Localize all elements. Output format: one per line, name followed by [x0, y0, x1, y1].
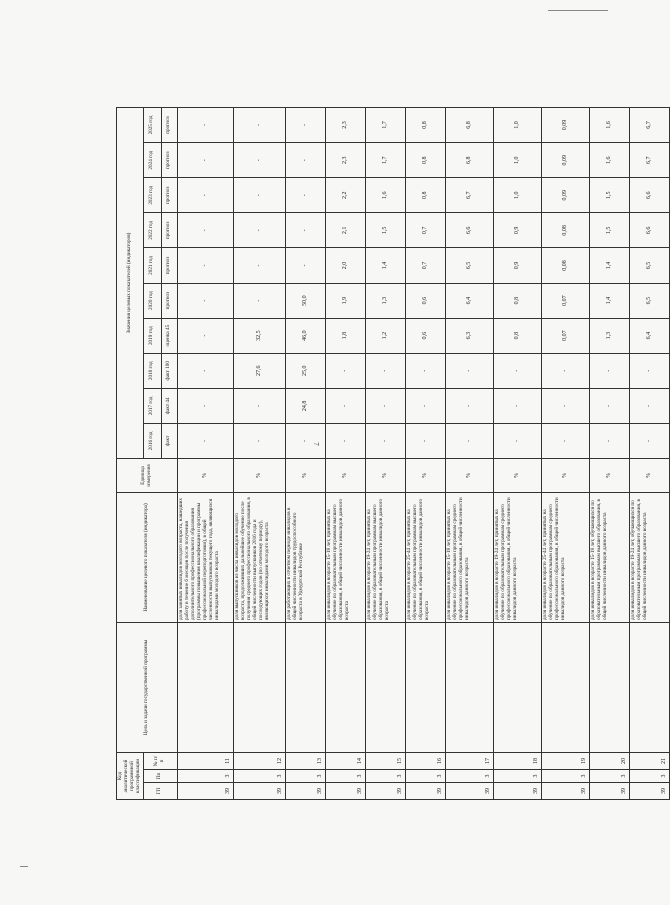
row-unit: % [541, 458, 589, 492]
row-value: 1,5 [589, 213, 629, 248]
row-gp: 39 [541, 783, 589, 800]
row-value: - [445, 423, 493, 458]
row-indicator-name: доля инвалидов в возрасте 25-44 лет, принятых на обучение по образовательным программам высшего образования, в общей численности инвалидов данного возраста [405, 492, 445, 622]
row-unit: % [325, 458, 365, 492]
row-value: 0,8 [405, 178, 445, 213]
header-sub: прогноз [161, 248, 177, 283]
row-unit: % [285, 458, 325, 492]
header-code-group: Код аналитической программной классификации [117, 752, 144, 799]
row-value: 0,9 [493, 213, 541, 248]
row-indicator-name: доля инвалидов в возрасте 19-24 лет, принятых на обучение по образовательным программам среднего профессионального образования, в общей численности инвалидов данного возраста [493, 492, 541, 622]
row-value: 1,0 [493, 107, 541, 142]
table-row [365, 107, 405, 799]
row-gp: 39 [405, 783, 445, 800]
table-row [541, 107, 589, 799]
row-indicator-name: доля выпускников из числа инвалидов молодого возраста, продолживших дальнейшее обучение после получения среднего профессионального образования, в общей численности выпускников 2016 года и последующих годов (по отчетному периоду), являющихся инвалидами молодого возраста [233, 492, 285, 622]
row-value: 0,8 [405, 107, 445, 142]
row-unit: % [177, 458, 233, 492]
row-value: - [325, 423, 365, 458]
header-pp: Пп [143, 770, 177, 783]
row-value: - [629, 353, 669, 388]
row-value: 0,8 [493, 283, 541, 318]
row-value: 6,5 [445, 248, 493, 283]
row-value: - [285, 107, 325, 142]
row-value: - [233, 388, 285, 423]
row-value: - [177, 423, 233, 458]
row-value: 6,4 [445, 283, 493, 318]
row-value: 0,6 [405, 283, 445, 318]
row-gp: 39 [629, 783, 669, 800]
row-value: - [233, 143, 285, 178]
row-indicator-name: доля работающих в отчетном периоде инвалидов в общей численности инвалидов трудоспособного возраста в Удмуртской Республике [285, 492, 325, 622]
row-goal [541, 622, 589, 752]
row-value: - [589, 423, 629, 458]
row-value: 6,7 [629, 143, 669, 178]
header-sub: оценка 45 [161, 318, 177, 353]
row-unit: % [629, 458, 669, 492]
row-goal [445, 622, 493, 752]
row-pp: 3 [445, 770, 493, 783]
row-value: - [233, 178, 285, 213]
row-num: 14 [325, 752, 365, 769]
row-num: 13 [285, 752, 325, 769]
row-gp: 39 [285, 783, 325, 800]
row-value: 1,8 [325, 318, 365, 353]
header-year: 2020 год [143, 283, 161, 318]
row-value: - [177, 353, 233, 388]
row-value: - [405, 353, 445, 388]
row-value: 6,5 [629, 248, 669, 283]
row-indicator-name: доля инвалидов в возрасте 19-24 лет, обучающихся по образовательным программам высшего образования, в общей численности инвалидов данного возраста [629, 492, 669, 622]
row-indicator-name: доля инвалидов в возрасте 15-18 лет, принятых на обучение по образовательным программам среднего профессионального образования, в общей численности инвалидов данного возраста [445, 492, 493, 622]
row-num: 21 [629, 752, 669, 769]
row-value: 1,6 [589, 143, 629, 178]
row-value: 0,8 [405, 143, 445, 178]
row-value: - [177, 178, 233, 213]
row-goal [325, 622, 365, 752]
row-value: 6,5 [629, 283, 669, 318]
row-value: - [177, 107, 233, 142]
rotated-table-wrapper [116, 108, 667, 800]
row-value: - [405, 423, 445, 458]
row-value: - [589, 388, 629, 423]
row-value: - [365, 388, 405, 423]
row-indicator-name: доля инвалидов в возрасте 15-18 лет, принятых на обучение по образовательным программам высшего образования, в общей численности инвалидов данного возраста [325, 492, 365, 622]
row-value: - [177, 388, 233, 423]
row-value: 0,09 [541, 143, 589, 178]
row-value: - [285, 143, 325, 178]
table-row [493, 107, 541, 799]
row-value: 1,4 [589, 248, 629, 283]
row-value: - [325, 353, 365, 388]
row-value: 1,4 [589, 283, 629, 318]
row-goal [177, 622, 233, 752]
row-value: 6,3 [445, 318, 493, 353]
table-row [629, 107, 669, 799]
header-sub: прогноз [161, 107, 177, 142]
row-value: 6,6 [629, 178, 669, 213]
row-value: 6,6 [629, 213, 669, 248]
row-num: 18 [493, 752, 541, 769]
row-indicator-name: доля инвалидов в возрасте 15-18 лет, обучающихся по образовательным программам высшего образования, в общей численности инвалидов данного возраста [589, 492, 629, 622]
header-year: 2023 год [143, 178, 161, 213]
row-goal [493, 622, 541, 752]
row-value: 1,4 [365, 248, 405, 283]
row-gp: 39 [325, 783, 365, 800]
row-value: - [233, 213, 285, 248]
row-value: - [285, 248, 325, 283]
header-indicator: Наименование целевого показателя (индикатора) [117, 492, 178, 622]
header-year: 2025 год [143, 107, 161, 142]
row-value: - [493, 423, 541, 458]
header-goal: Цель и задачи государственной программы [117, 622, 178, 752]
header-sub: прогноз [161, 213, 177, 248]
row-value: - [405, 388, 445, 423]
row-value: 0,09 [541, 107, 589, 142]
header-sub: факт 100 [161, 353, 177, 388]
row-value: 6,8 [445, 107, 493, 142]
header-sub: прогноз [161, 283, 177, 318]
row-value: 0,7 [405, 213, 445, 248]
row-pp: 3 [589, 770, 629, 783]
row-pp: 3 [285, 770, 325, 783]
row-gp: 39 [177, 783, 233, 800]
row-value: - [233, 283, 285, 318]
row-value: 6,8 [445, 143, 493, 178]
table-body [177, 107, 669, 799]
row-value: 6,7 [629, 107, 669, 142]
row-value: 27,6 [233, 353, 285, 388]
row-value: 1,3 [365, 283, 405, 318]
row-pp: 3 [493, 770, 541, 783]
row-value: - [177, 213, 233, 248]
row-value: - [541, 388, 589, 423]
row-value: 1,0 [493, 178, 541, 213]
row-value: - [629, 388, 669, 423]
row-pp: 3 [629, 770, 669, 783]
row-value: 1,6 [365, 178, 405, 213]
row-value: - [541, 423, 589, 458]
header-year: 2016 год [143, 423, 161, 458]
header-sub: прогноз [161, 143, 177, 178]
row-value: 6,6 [445, 213, 493, 248]
row-value: 25,0 [285, 353, 325, 388]
header-year: 2024 год [143, 143, 161, 178]
header-sub: факт 44 [161, 388, 177, 423]
row-value: - [233, 107, 285, 142]
row-indicator-name: доля инвалидов в возрасте 25-44 лет, принятых на обучение по образовательным программам среднего профессионального образования, в общей численности инвалидов данного возраста [541, 492, 589, 622]
row-goal [365, 622, 405, 752]
row-value: 1,7 [365, 107, 405, 142]
row-goal [629, 622, 669, 752]
header-year: 2021 год [143, 248, 161, 283]
row-value: 1,3 [589, 318, 629, 353]
row-gp: 39 [365, 783, 405, 800]
header-sub: факт [161, 423, 177, 458]
header-unit: Единица измерения [117, 458, 178, 492]
row-num: 19 [541, 752, 589, 769]
row-goal [589, 622, 629, 752]
row-value: 1,5 [589, 178, 629, 213]
indicators-table [116, 107, 670, 800]
row-goal [233, 622, 285, 752]
row-unit: % [365, 458, 405, 492]
row-value: 1,2 [365, 318, 405, 353]
row-value: - [365, 423, 405, 458]
row-value: 6,7 [445, 178, 493, 213]
row-value: - [285, 213, 325, 248]
header-gp: ГП [143, 783, 177, 800]
row-value: - [233, 423, 285, 458]
table-row [177, 107, 233, 799]
row-value: - [589, 353, 629, 388]
table-row [445, 107, 493, 799]
row-value: 0,9 [493, 248, 541, 283]
row-num: 16 [405, 752, 445, 769]
header-sub: прогноз [161, 178, 177, 213]
row-num: 20 [589, 752, 629, 769]
table-row [285, 107, 325, 799]
header-num: № п/п [143, 752, 177, 769]
row-value: 50,0 [285, 283, 325, 318]
header-values-group: Значения целевых показателей (индикаторов) [117, 107, 144, 458]
row-value: 2,3 [325, 143, 365, 178]
row-goal [285, 622, 325, 752]
row-gp: 39 [233, 783, 285, 800]
row-value: - [177, 143, 233, 178]
header-year: 2017 год [143, 388, 161, 423]
row-value: 0,8 [493, 318, 541, 353]
row-value: 2,2 [325, 178, 365, 213]
table-row [405, 107, 445, 799]
row-pp: 3 [365, 770, 405, 783]
row-pp: 3 [405, 770, 445, 783]
row-pp: 3 [233, 770, 285, 783]
row-value: - [629, 423, 669, 458]
row-value: - [285, 178, 325, 213]
row-value: - [365, 353, 405, 388]
row-value: - [445, 353, 493, 388]
table-row [325, 107, 365, 799]
row-value: - [285, 423, 325, 458]
header-year: 2019 год [143, 318, 161, 353]
row-value: 0,09 [541, 178, 589, 213]
row-value: 2,3 [325, 107, 365, 142]
row-value: - [177, 248, 233, 283]
scan-mark-top [548, 10, 608, 11]
table-header [117, 107, 178, 799]
row-value: - [493, 388, 541, 423]
row-value: - [493, 353, 541, 388]
row-value: 0,07 [541, 318, 589, 353]
row-value: 0,08 [541, 248, 589, 283]
row-value: - [233, 248, 285, 283]
header-year: 2022 год [143, 213, 161, 248]
row-num: 15 [365, 752, 405, 769]
row-pp: 3 [325, 770, 365, 783]
row-gp: 39 [493, 783, 541, 800]
row-value: 0,08 [541, 213, 589, 248]
row-unit: % [445, 458, 493, 492]
row-unit: % [233, 458, 285, 492]
row-indicator-name: доля инвалидов в возрасте 19-24 лет, принятых на обучение по образовательным программам высшего образования, в общей численности инвалидов данного возраста [365, 492, 405, 622]
row-value: 2,1 [325, 213, 365, 248]
row-value: 0,6 [405, 318, 445, 353]
row-pp: 3 [541, 770, 589, 783]
row-num: 11 [177, 752, 233, 769]
row-pp: 3 [177, 770, 233, 783]
row-unit: % [589, 458, 629, 492]
row-value: 32,5 [233, 318, 285, 353]
row-value: 2,0 [325, 248, 365, 283]
header-year: 2018 год [143, 353, 161, 388]
row-gp: 39 [445, 783, 493, 800]
row-value: 1,9 [325, 283, 365, 318]
table-row [589, 107, 629, 799]
row-goal [405, 622, 445, 752]
row-value: - [445, 388, 493, 423]
page-number: 7 [311, 442, 320, 446]
table-row [233, 107, 285, 799]
row-unit: % [493, 458, 541, 492]
row-value: - [177, 318, 233, 353]
row-value: - [325, 388, 365, 423]
row-value: 24,8 [285, 388, 325, 423]
row-value: 0,07 [541, 283, 589, 318]
row-unit: % [405, 458, 445, 492]
row-value: 1,5 [365, 213, 405, 248]
row-num: 12 [233, 752, 285, 769]
row-value: - [177, 283, 233, 318]
row-value: 6,4 [629, 318, 669, 353]
scan-mark-bottom [20, 866, 28, 867]
row-value: 1,7 [365, 143, 405, 178]
row-value: 46,0 [285, 318, 325, 353]
row-value: 1,6 [589, 107, 629, 142]
row-value: 0,7 [405, 248, 445, 283]
row-gp: 39 [589, 783, 629, 800]
row-value: 1,0 [493, 143, 541, 178]
row-num: 17 [445, 752, 493, 769]
row-value: - [541, 353, 589, 388]
row-indicator-name: доля занятых инвалидов молодого возраста, нашедших работу в течение 6 месяцев после получения дополнительного профессионального образования (программы повышения квалификации и программы профессиональной переподготовки), в общей численности выпускников текущего года, являющихся инвалидами молодого возраста [177, 492, 233, 622]
